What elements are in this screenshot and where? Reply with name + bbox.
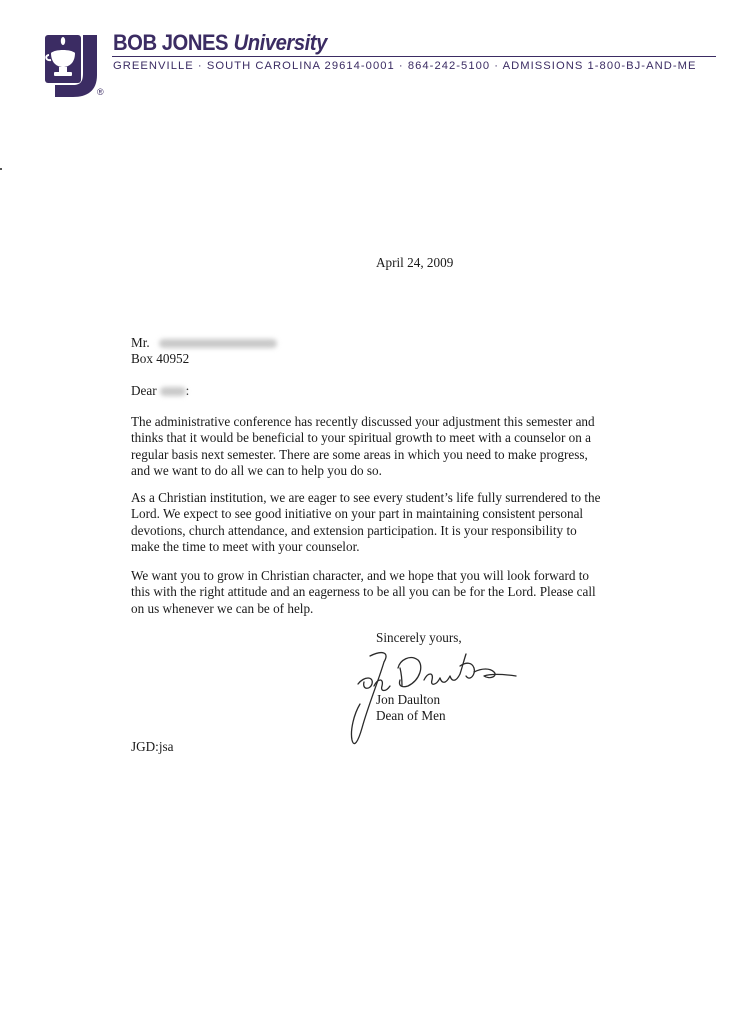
- scan-speck: [0, 168, 2, 170]
- recipient-prefix: Mr.: [131, 335, 150, 350]
- paragraph-line: We want you to grow in Christian character, and we hope that you will look forward to: [131, 568, 590, 583]
- registered-mark: ®: [97, 87, 104, 97]
- paragraph-line: thinks that it would be beneficial to your spiritual growth to meet with a counselor on a: [131, 430, 591, 446]
- closing: Sincerely yours,: [376, 630, 462, 645]
- signer-name: Jon Daulton: [376, 692, 441, 707]
- university-name-suffix: University: [233, 30, 327, 55]
- redacted-salutation-name: [160, 387, 186, 396]
- university-name: [113, 30, 327, 56]
- redacted-recipient-name: [159, 339, 277, 348]
- letterhead-rule: [112, 56, 716, 57]
- letterhead-address: GREENVILLE · SOUTH CAROLINA 29614-0001 · 864-242-5100 · ADMISSIONS 1-800-BJ-AND-ME: [113, 60, 697, 72]
- body-paragraph-3: [131, 568, 596, 617]
- letter-date: April 24, 2009: [376, 255, 454, 270]
- paragraph-line: devotions, church attendance, and extension participation. It is your responsibility to: [131, 522, 577, 538]
- salutation-start: Dear: [131, 383, 157, 398]
- body-paragraph-1: [131, 414, 595, 480]
- paragraph-line: on us whenever we can be of help.: [131, 600, 314, 616]
- paragraph-line: The administrative conference has recently discussed your adjustment this semester and: [131, 414, 595, 429]
- paragraph-line: As a Christian institution, we are eager to see every student’s life fully surrendered to the: [131, 490, 601, 505]
- university-name-main: BOB JONES: [113, 30, 229, 55]
- paragraph-line: make the time to meet with your counselor.: [131, 539, 360, 555]
- paragraph-line: and we want to do all we can to help you do so.: [131, 463, 382, 479]
- paragraph-line: regular basis next semester. There are some areas in which you need to make progress,: [131, 446, 588, 462]
- paragraph-line: this with the right attitude and an eagerness to be all you can be for the Lord. Please call: [131, 584, 596, 600]
- recipient-box: Box 40952: [131, 351, 190, 366]
- reference-initials: JGD:jsa: [131, 739, 174, 754]
- paragraph-line: Lord. We expect to see good initiative on your part in maintaining consistent personal: [131, 506, 584, 522]
- recipient-line: [131, 335, 277, 351]
- signer-title: Dean of Men: [376, 708, 446, 723]
- salutation: [131, 383, 189, 399]
- salutation-end: :: [185, 383, 190, 398]
- body-paragraph-2: [131, 490, 600, 556]
